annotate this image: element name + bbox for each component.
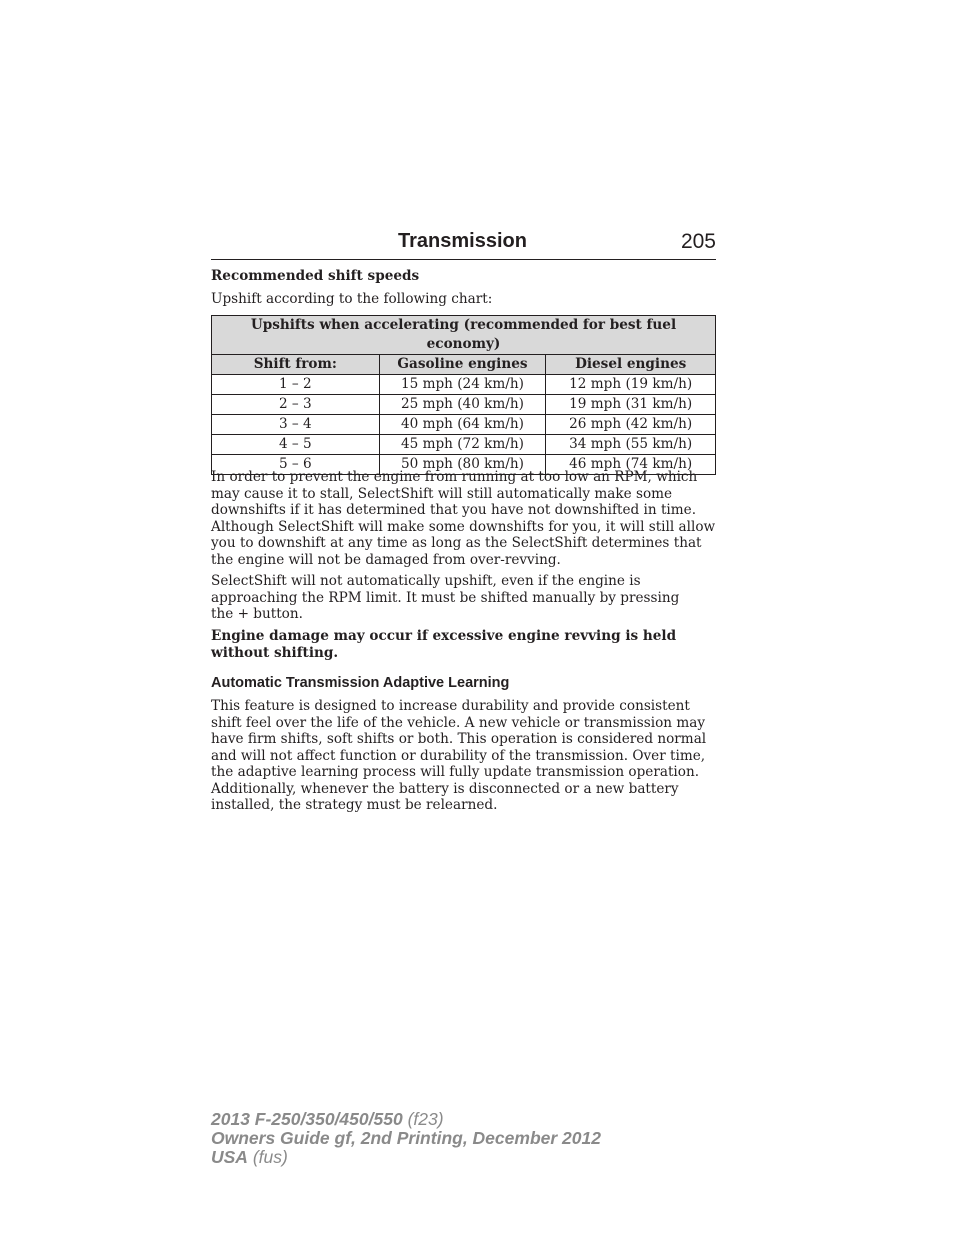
section-title: Transmission — [398, 230, 527, 252]
cell-gasoline: 45 mph (72 km/h) — [379, 435, 546, 455]
paragraph-line: This feature is designed to increase durability and provide consistent — [211, 698, 690, 714]
footer-market-code: (fus) — [247, 1147, 288, 1167]
paragraph-line: Although SelectShift will make some downshifts for you, it will still allow — [211, 518, 716, 535]
cell-diesel: 26 mph (42 km/h) — [546, 415, 716, 435]
table-row — [212, 435, 716, 455]
warning-line: without shifting. — [211, 644, 339, 661]
paragraph-line: approaching the RPM limit. It must be shifted manually by pressing — [211, 589, 680, 606]
page-footer — [211, 1110, 711, 1167]
footer-market: USA — [211, 1147, 248, 1167]
page-number: 205 — [680, 230, 716, 253]
paragraph-line: Additionally, whenever the battery is disconnected or a new battery — [211, 780, 679, 797]
table-row — [212, 395, 716, 415]
cell-diesel: 19 mph (31 km/h) — [546, 395, 716, 415]
footer-printing: Owners Guide gf, 2nd Printing, December 2012 — [211, 1128, 601, 1148]
engine-damage-warning — [211, 628, 716, 661]
selectshift-downshift-paragraph — [211, 469, 716, 568]
table-row — [212, 375, 716, 395]
cell-shift: 2 – 3 — [212, 395, 380, 415]
table-caption: Upshifts when accelerating (recommended for best fuel economy) — [212, 316, 716, 355]
cell-shift: 4 – 5 — [212, 435, 380, 455]
table-row — [212, 415, 716, 435]
shift-speeds-heading: Recommended shift speeds — [211, 268, 420, 284]
footer-model: 2013 F-250/350/450/550 — [211, 1109, 403, 1129]
selectshift-upshift-paragraph — [211, 573, 716, 623]
cell-gasoline: 15 mph (24 km/h) — [379, 375, 546, 395]
cell-shift: 1 – 2 — [212, 375, 380, 395]
paragraph-line: may cause it to stall, SelectShift will still automatically make some — [211, 485, 673, 502]
paragraph-line: and will not affect function or durability of the transmission. Over time, — [211, 747, 706, 764]
column-header-gasoline: Gasoline engines — [379, 355, 546, 375]
page-header — [211, 228, 716, 260]
cell-diesel: 34 mph (55 km/h) — [546, 435, 716, 455]
paragraph-line: In order to prevent the engine from running at too low an RPM, which — [211, 469, 698, 485]
footer-market-line — [211, 1148, 711, 1167]
paragraph-line: the + button. — [211, 606, 303, 622]
paragraph-line: have firm shifts, soft shifts or both. This operation is considered normal — [211, 731, 707, 747]
paragraph-line: installed, the strategy must be relearned. — [211, 797, 498, 813]
cell-gasoline: 50 mph (80 km/h) — [379, 455, 546, 475]
cell-diesel: 12 mph (19 km/h) — [546, 375, 716, 395]
column-header-diesel: Diesel engines — [546, 355, 716, 375]
warning-line: Engine damage may occur if excessive engine revving is held — [211, 628, 677, 644]
paragraph-line: the adaptive learning process will fully update transmission operation. — [211, 764, 700, 780]
adaptive-learning-heading: Automatic Transmission Adaptive Learning — [211, 675, 510, 691]
cell-shift: 3 – 4 — [212, 415, 380, 435]
shift-speeds-intro: Upshift according to the following chart: — [211, 291, 493, 307]
cell-gasoline: 25 mph (40 km/h) — [379, 395, 546, 415]
paragraph-line: shift feel over the life of the vehicle. A new vehicle or transmission may — [211, 714, 706, 731]
footer-model-code: (f23) — [402, 1109, 444, 1129]
paragraph-line: SelectShift will not automatically upshift, even if the engine is — [211, 573, 641, 589]
shift-speed-table — [211, 315, 716, 475]
footer-model-line — [211, 1110, 711, 1129]
paragraph-line: the engine will not be damaged from over-revving. — [211, 551, 561, 568]
paragraph-line: downshifts if it has determined that you have not downshifted in time. — [211, 502, 697, 518]
paragraph-line: you to downshift at any time as long as the SelectShift determines that — [211, 535, 702, 551]
cell-diesel: 46 mph (74 km/h) — [546, 455, 716, 475]
footer-printing-line — [211, 1129, 711, 1148]
adaptive-learning-paragraph — [211, 698, 716, 814]
cell-gasoline: 40 mph (64 km/h) — [379, 415, 546, 435]
column-header-shift-from: Shift from: — [212, 355, 380, 375]
cell-shift: 5 – 6 — [212, 455, 380, 475]
